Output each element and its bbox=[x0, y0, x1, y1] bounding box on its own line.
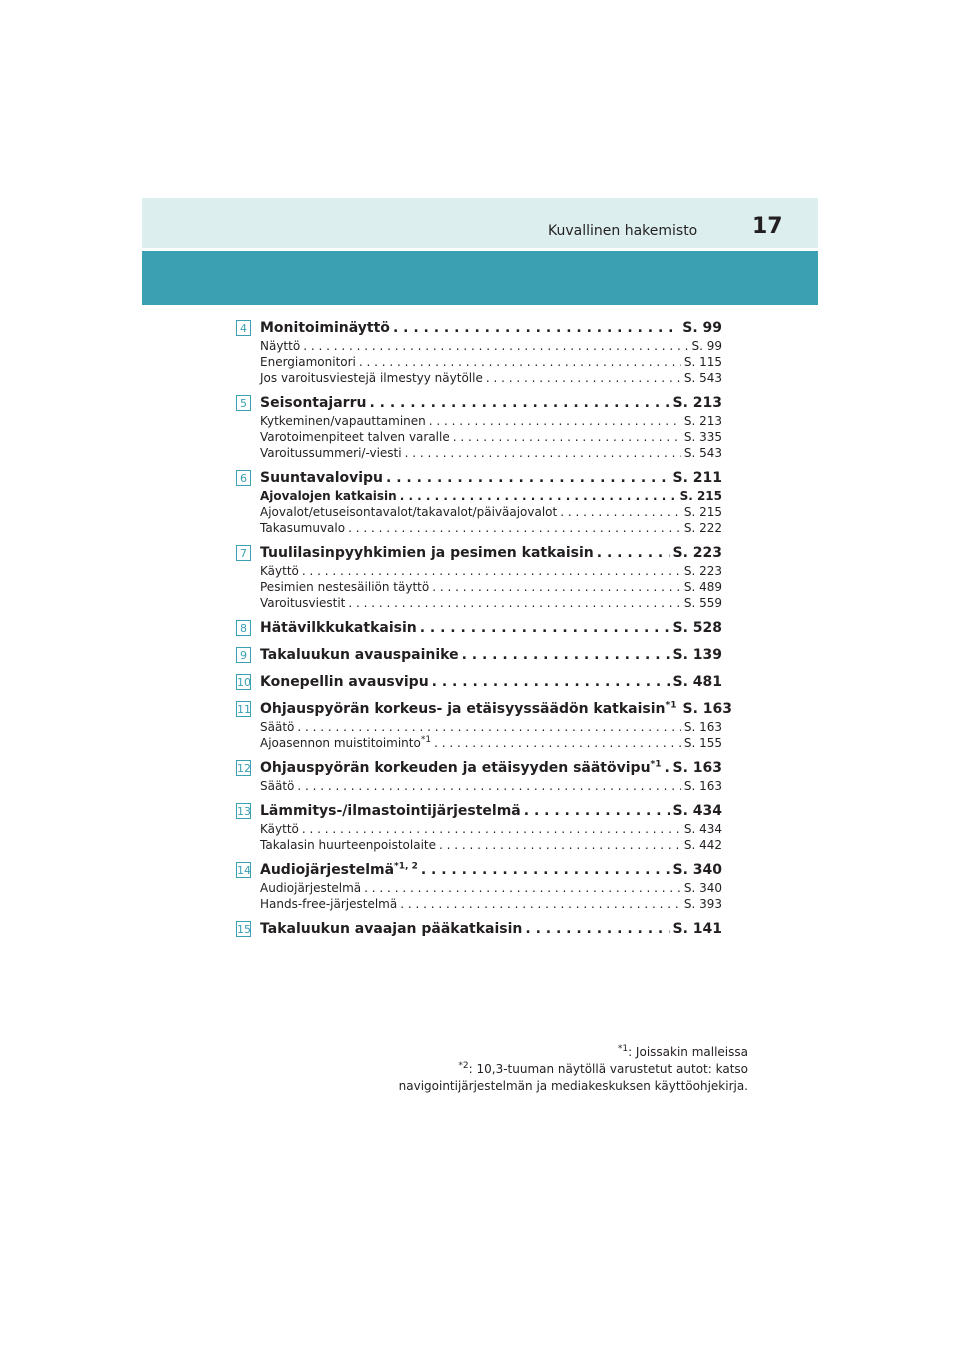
entry-title-row bbox=[260, 318, 722, 338]
entry-page-ref: S. 163 bbox=[682, 701, 732, 717]
footnote-1-mark: *1 bbox=[617, 1044, 629, 1054]
entry-page-ref: S. 340 bbox=[672, 862, 722, 878]
sub-entry-row bbox=[260, 445, 722, 461]
entry-page-ref: S. 434 bbox=[672, 803, 722, 819]
dot-leader bbox=[348, 595, 680, 611]
index-entry bbox=[236, 618, 722, 638]
sub-entry-text: Kytkeminen/vapauttaminen bbox=[260, 414, 426, 428]
footnote-1 bbox=[399, 1044, 748, 1061]
dot-leader bbox=[348, 520, 681, 536]
sub-entry-label bbox=[260, 579, 429, 595]
footnote-ref: *1 bbox=[650, 759, 662, 770]
sub-entry-row bbox=[260, 880, 722, 896]
sub-entry-text: Säätö bbox=[260, 720, 295, 734]
entry-page-ref: S. 141 bbox=[672, 921, 722, 937]
entry-title-row bbox=[260, 543, 722, 563]
page-number: 17 bbox=[752, 214, 783, 239]
entry-title-text: Tuulilasinpyyhkimien ja pesimen katkaisin bbox=[260, 545, 594, 561]
index-entry bbox=[236, 801, 722, 853]
item-number-badge: 13 bbox=[237, 805, 251, 818]
sub-entry-label bbox=[260, 880, 361, 896]
entry-title bbox=[260, 543, 594, 563]
entry-title bbox=[260, 860, 418, 880]
dot-leader bbox=[429, 413, 681, 429]
sub-entry-text: Takalasin huurteenpoistolaite bbox=[260, 838, 437, 852]
sub-entry-page-ref: S. 215 bbox=[679, 489, 722, 503]
sub-entry-label bbox=[260, 778, 294, 794]
entry-page-ref: S. 99 bbox=[682, 320, 722, 336]
sub-entry-row bbox=[260, 429, 722, 445]
sub-entry-label bbox=[260, 354, 356, 370]
sub-entry-row bbox=[260, 579, 722, 595]
sub-entry-page-ref: S. 155 bbox=[683, 736, 722, 750]
item-number-badge: 14 bbox=[237, 864, 251, 877]
sub-entry-page-ref: S. 393 bbox=[683, 897, 722, 911]
sub-entry-page-ref: S. 115 bbox=[683, 355, 722, 369]
index-entry bbox=[236, 468, 722, 536]
sub-entry-page-ref: S. 223 bbox=[683, 564, 722, 578]
sub-entry-page-ref: S. 163 bbox=[683, 779, 722, 793]
sub-entry-text: Ajovalojen katkaisin bbox=[260, 489, 397, 503]
sub-entry-page-ref: S. 222 bbox=[683, 521, 722, 535]
sub-entry-text: Käyttö bbox=[260, 564, 299, 578]
index-entry bbox=[236, 860, 722, 912]
entry-title-text: Ohjauspyörän korkeuden ja etäisyyden säätövipu bbox=[260, 760, 651, 776]
entry-title bbox=[260, 758, 662, 778]
footnote-2-mark: *2 bbox=[458, 1061, 469, 1071]
footnote-2-text: : 10,3-tuuman näytöllä varustetut autot: katso bbox=[468, 1062, 748, 1076]
entry-title-text: Ohjauspyörän korkeus- ja etäisyyssäädön katkaisin bbox=[260, 701, 666, 717]
dot-leader bbox=[369, 393, 669, 413]
dot-leader bbox=[386, 468, 669, 488]
section-title: Kuvallinen hakemisto bbox=[548, 223, 698, 239]
item-number-badge: 12 bbox=[237, 762, 251, 775]
entry-page-ref: S. 213 bbox=[672, 395, 722, 411]
sub-entry-label bbox=[260, 719, 294, 735]
index-list bbox=[236, 318, 732, 946]
entry-title-text: Suuntavalovipu bbox=[260, 470, 384, 486]
entry-title-text: Hätävilkkukatkaisin bbox=[260, 620, 417, 636]
sub-entry-label bbox=[260, 488, 397, 504]
sub-entry-label bbox=[260, 504, 557, 520]
dot-leader bbox=[462, 645, 670, 665]
item-number-badge: 11 bbox=[237, 703, 251, 716]
sub-entry-label bbox=[260, 445, 402, 461]
dot-leader bbox=[400, 488, 677, 504]
sub-entry-text: Käyttö bbox=[260, 822, 299, 836]
dot-leader bbox=[524, 801, 670, 821]
sub-entry-row bbox=[260, 719, 722, 735]
sub-entry-text: Varoitusviestit bbox=[260, 596, 346, 610]
sub-entry-label bbox=[260, 821, 299, 837]
footnote-2 bbox=[399, 1061, 748, 1078]
entry-title-row bbox=[260, 758, 722, 778]
entry-title bbox=[260, 393, 366, 413]
sub-entry-text: Varoitussummeri/-viesti bbox=[260, 446, 402, 460]
sub-entry-row bbox=[260, 778, 722, 794]
dot-leader bbox=[439, 837, 681, 853]
sub-entry-row bbox=[260, 370, 722, 386]
entry-title-text: Monitoiminäyttö bbox=[260, 320, 390, 336]
dot-leader bbox=[297, 778, 680, 794]
index-entry bbox=[236, 318, 722, 386]
sub-entry-row bbox=[260, 504, 722, 520]
sub-entry-page-ref: S. 559 bbox=[683, 596, 722, 610]
entry-title-row bbox=[260, 645, 722, 665]
entry-title-row bbox=[260, 699, 732, 719]
entry-title-row bbox=[260, 860, 722, 880]
item-number-badge: 15 bbox=[237, 923, 251, 936]
sub-entry-text: Ajovalot/etuseisontavalot/takavalot/päiväajovalot bbox=[260, 505, 558, 519]
dot-leader bbox=[421, 860, 670, 880]
sub-entry-row bbox=[260, 595, 722, 611]
item-number-badge: 8 bbox=[236, 620, 251, 636]
sub-entry-page-ref: S. 434 bbox=[683, 822, 722, 836]
entry-title-text: Takaluukun avaajan pääkatkaisin bbox=[260, 921, 523, 937]
dot-leader bbox=[560, 504, 681, 520]
sub-entry-text: Jos varoitusviestejä ilmestyy näytölle bbox=[260, 371, 483, 385]
sub-entry-label bbox=[260, 837, 436, 853]
index-entry bbox=[236, 645, 722, 665]
entry-page-ref: S. 528 bbox=[672, 620, 722, 636]
sub-entry-page-ref: S. 335 bbox=[683, 430, 722, 444]
entry-title bbox=[260, 801, 521, 821]
dot-leader bbox=[525, 919, 669, 939]
sub-entry-page-ref: S. 215 bbox=[683, 505, 722, 519]
sub-entry-page-ref: S. 442 bbox=[683, 838, 722, 852]
item-number-badge: 6 bbox=[236, 470, 251, 486]
sub-entry-text: Ajoasennon muistitoiminto bbox=[260, 736, 421, 750]
dot-leader bbox=[597, 543, 670, 563]
entry-title bbox=[260, 318, 390, 338]
sub-entry-label bbox=[260, 429, 450, 445]
sub-entry-row bbox=[260, 896, 722, 912]
index-entry bbox=[236, 919, 722, 939]
sub-entry-row bbox=[260, 735, 722, 751]
sub-entry-text: Näyttö bbox=[260, 339, 301, 353]
dot-leader bbox=[665, 758, 670, 778]
sub-entry-label bbox=[260, 370, 483, 386]
entry-title bbox=[260, 645, 459, 665]
footnote-2-continued: navigointijärjestelmän ja mediakeskuksen käyttöohjekirja. bbox=[398, 1079, 748, 1093]
entry-title-row bbox=[260, 618, 722, 638]
entry-title-text: Takaluukun avauspainike bbox=[260, 647, 459, 663]
sub-entry-page-ref: S. 489 bbox=[683, 580, 722, 594]
sub-entry-row bbox=[260, 837, 722, 853]
sub-entry-page-ref: S. 99 bbox=[691, 339, 722, 353]
entry-title-row bbox=[260, 801, 722, 821]
entry-page-ref: S. 163 bbox=[672, 760, 722, 776]
dot-leader bbox=[432, 579, 681, 595]
entry-title bbox=[260, 699, 677, 719]
sub-entry-label bbox=[260, 413, 426, 429]
sub-entry-page-ref: S. 340 bbox=[683, 881, 722, 895]
sub-entry-row bbox=[260, 413, 722, 429]
header-top-bar bbox=[142, 198, 818, 248]
footnotes bbox=[399, 1044, 748, 1095]
entry-page-ref: S. 211 bbox=[672, 470, 722, 486]
entry-title-row bbox=[260, 468, 722, 488]
sub-entry-label bbox=[260, 735, 431, 751]
sub-entry-text: Audiojärjestelmä bbox=[260, 881, 362, 895]
dot-leader bbox=[486, 370, 681, 386]
dot-leader bbox=[420, 618, 670, 638]
footnote-ref: *1 bbox=[420, 735, 432, 745]
entry-page-ref: S. 481 bbox=[672, 674, 722, 690]
footnote-ref: *1, 2 bbox=[394, 861, 418, 872]
footnote-ref: *1 bbox=[665, 700, 677, 711]
footnote-1-text: : Joissakin malleissa bbox=[628, 1045, 748, 1059]
dot-leader bbox=[400, 896, 681, 912]
entry-title-text: Lämmitys-/ilmastointijärjestelmä bbox=[260, 803, 521, 819]
entry-title bbox=[260, 672, 429, 692]
index-entry bbox=[236, 758, 722, 794]
entry-title-row bbox=[260, 393, 722, 413]
index-entry bbox=[236, 699, 732, 751]
sub-entry-label bbox=[260, 520, 345, 536]
index-entry bbox=[236, 543, 722, 611]
dot-leader bbox=[453, 429, 681, 445]
entry-title-row bbox=[260, 672, 722, 692]
sub-entry-row bbox=[260, 338, 722, 354]
header-band bbox=[142, 251, 818, 305]
sub-entry-row bbox=[260, 488, 722, 504]
sub-entry-row bbox=[260, 520, 722, 536]
entry-title bbox=[260, 919, 522, 939]
item-number-badge: 9 bbox=[236, 647, 251, 663]
entry-title-row bbox=[260, 919, 722, 939]
sub-entry-label bbox=[260, 563, 299, 579]
dot-leader bbox=[359, 354, 681, 370]
item-number-badge: 5 bbox=[236, 395, 251, 411]
sub-entry-label bbox=[260, 338, 300, 354]
sub-entry-row bbox=[260, 821, 722, 837]
item-number-badge: 10 bbox=[237, 676, 251, 689]
sub-entry-page-ref: S. 213 bbox=[683, 414, 722, 428]
index-entry bbox=[236, 393, 722, 461]
sub-entry-page-ref: S. 543 bbox=[683, 446, 722, 460]
index-entry bbox=[236, 672, 722, 692]
dot-leader bbox=[302, 563, 681, 579]
sub-entry-text: Energiamonitori bbox=[260, 355, 356, 369]
sub-entry-row bbox=[260, 563, 722, 579]
dot-leader bbox=[405, 445, 681, 461]
sub-entry-row bbox=[260, 354, 722, 370]
sub-entry-text: Varotoimenpiteet talven varalle bbox=[260, 430, 450, 444]
entry-title-text: Konepellin avausvipu bbox=[260, 674, 429, 690]
dot-leader bbox=[297, 719, 680, 735]
sub-entry-text: Pesimien nestesäiliön täyttö bbox=[260, 580, 430, 594]
entry-page-ref: S. 223 bbox=[672, 545, 722, 561]
sub-entry-text: Säätö bbox=[260, 779, 295, 793]
dot-leader bbox=[393, 318, 679, 338]
dot-leader bbox=[303, 338, 688, 354]
item-number-badge: 7 bbox=[236, 545, 251, 561]
sub-entry-text: Hands-free-järjestelmä bbox=[260, 897, 398, 911]
dot-leader bbox=[432, 672, 670, 692]
sub-entry-page-ref: S. 543 bbox=[683, 371, 722, 385]
sub-entry-text: Takasumuvalo bbox=[260, 521, 346, 535]
dot-leader bbox=[302, 821, 681, 837]
entry-title-text: Seisontajarru bbox=[260, 395, 367, 411]
dot-leader bbox=[434, 735, 681, 751]
entry-title bbox=[260, 468, 383, 488]
item-number-badge: 4 bbox=[236, 320, 251, 336]
sub-entry-label bbox=[260, 595, 345, 611]
sub-entry-page-ref: S. 163 bbox=[683, 720, 722, 734]
sub-entry-label bbox=[260, 896, 397, 912]
dot-leader bbox=[364, 880, 681, 896]
entry-title bbox=[260, 618, 417, 638]
entry-page-ref: S. 139 bbox=[672, 647, 722, 663]
entry-title-text: Audiojärjestelmä bbox=[260, 862, 395, 878]
